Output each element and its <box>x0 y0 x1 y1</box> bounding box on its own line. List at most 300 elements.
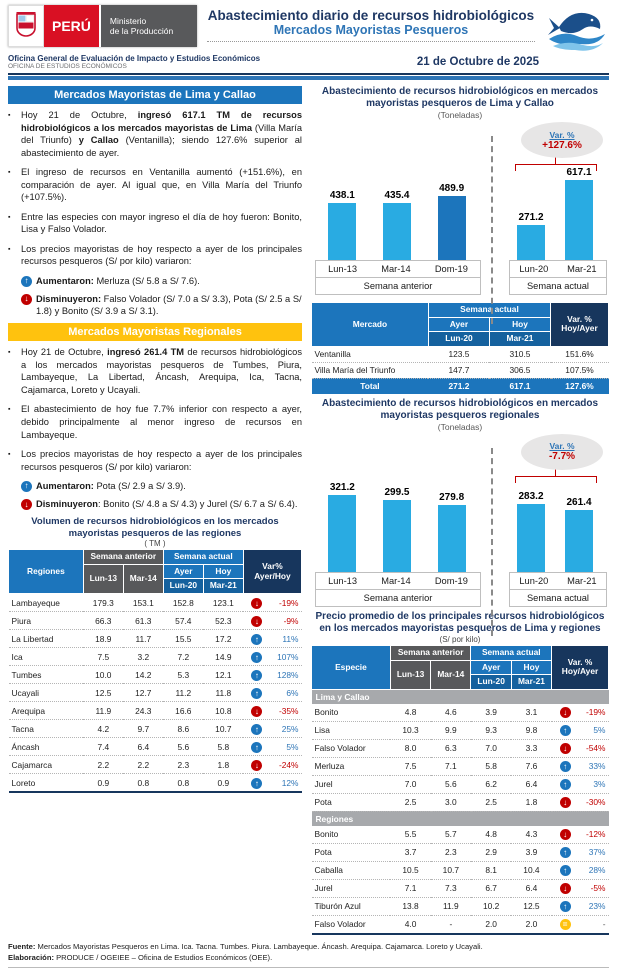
value-cell: 6.4 <box>123 738 163 756</box>
var-percent: -30% <box>585 797 606 808</box>
col-header-lun13: Lun-13 <box>83 564 123 593</box>
header <box>8 5 609 53</box>
total-value: 271.2 <box>428 378 489 394</box>
var-wrap <box>554 742 607 754</box>
value-cell: 2.3 <box>431 843 471 861</box>
bar-value-label: 283.2 <box>518 490 544 502</box>
bullet-item <box>8 403 302 441</box>
bullet-item <box>8 346 302 396</box>
section-label: Regiones <box>312 811 609 826</box>
text-segment: Entre las especies con mayor ingreso el día de hoy fueron: Bonito, Lisa y Falso Volador. <box>21 211 302 235</box>
section-regionales-header: Mercados Mayoristas Regionales <box>8 323 302 341</box>
value-cell: 2.0 <box>511 915 551 934</box>
value-cell: 123.1 <box>203 594 243 612</box>
total-row <box>312 378 609 394</box>
var-percent: 5% <box>286 741 299 752</box>
arrow-down-icon: ↓ <box>251 616 262 627</box>
peru-wordmark: PERÚ <box>44 5 101 47</box>
price-table-unit: (S/ por kilo) <box>439 634 481 644</box>
species-name: Bonito <box>312 704 391 722</box>
bullet-marker: ▪ <box>8 112 11 119</box>
col-header-mercado: Mercado <box>312 303 429 347</box>
axis-week-label: Semana actual <box>526 281 590 291</box>
axis-day-labels <box>510 573 606 590</box>
report-title <box>207 5 535 42</box>
var-percent: -5% <box>590 883 606 894</box>
table-row <box>312 739 609 757</box>
arrow-up-icon: ↑ <box>251 634 262 645</box>
var-percent: -35% <box>278 705 299 716</box>
value-cell: 1.8 <box>203 756 243 774</box>
value-cell: 8.6 <box>163 720 203 738</box>
arrow-up-icon: ↑ <box>560 779 571 790</box>
var-percent: -19% <box>278 597 299 608</box>
bar-value-label: 438.1 <box>329 190 355 201</box>
col-group-semana-actual: Semana actual <box>428 303 550 318</box>
arrow-down-icon: ↓ <box>560 829 571 840</box>
peru-coat-of-arms-icon <box>8 5 44 47</box>
chart1-unit: (Toneladas) <box>437 110 483 120</box>
arrow-up-icon: ↑ <box>560 901 571 912</box>
value-cell: - <box>431 915 471 934</box>
bar-cell <box>383 487 411 572</box>
price-change-line <box>21 480 302 492</box>
value-cell: 66.3 <box>83 612 123 630</box>
price-table <box>311 645 609 935</box>
table-row <box>312 775 609 793</box>
value-cell: 4.0 <box>390 915 430 934</box>
var-wrap <box>245 597 299 609</box>
regionales-bar-chart <box>311 434 609 607</box>
value-cell: 24.3 <box>123 702 163 720</box>
value-cell: 7.0 <box>390 775 430 793</box>
axis-day-label: Mar-21 <box>567 575 597 586</box>
price-change-text <box>36 293 302 317</box>
axis-day-label: Mar-21 <box>567 264 597 274</box>
bullet-text <box>21 109 302 159</box>
var-percent-value: +127.6% <box>542 139 582 151</box>
arrow-up-icon: ↑ <box>560 725 571 736</box>
var-wrap <box>245 633 299 645</box>
var-cell <box>243 594 301 612</box>
axis-day-label: Lun-13 <box>328 264 358 274</box>
axis-group-box <box>315 260 481 295</box>
axis-week-label: Semana actual <box>526 592 590 603</box>
chart-plot <box>311 122 609 260</box>
bars-semana-actual <box>507 491 603 572</box>
col-header-ayer: Ayer <box>163 564 203 579</box>
bar-cell <box>517 491 545 572</box>
office-line-1: Oficina General de Evaluación de Impacto y Estudios Económicos <box>8 54 261 63</box>
var-wrap <box>554 918 607 930</box>
section-lima-callao-bullets <box>8 109 302 317</box>
table-row <box>312 861 609 879</box>
market-name: Ventanilla <box>312 346 429 362</box>
elaboracion-line: Elaboración: PRODUCE / OGEIEE – Oficina de Estudios Económicos (OEE). <box>8 952 273 962</box>
bullet-text <box>21 403 302 441</box>
bar-cell <box>565 497 593 572</box>
text-segment: y Callao <box>78 135 119 146</box>
value-cell: 4.6 <box>431 704 471 722</box>
value-cell: 6.4 <box>511 879 551 897</box>
value-cell: 10.3 <box>390 721 430 739</box>
var-percent-label: Var. % <box>549 441 575 452</box>
var-percent: 33% <box>588 761 606 772</box>
axis-group-box <box>509 572 607 607</box>
volume-table <box>8 549 302 793</box>
table-row <box>9 684 302 702</box>
var-percent-value: -7.7% <box>548 451 576 463</box>
table-row <box>9 630 302 648</box>
value-cell: 3.1 <box>511 704 551 722</box>
bar-cell <box>438 183 466 260</box>
value-cell: 12.5 <box>83 684 123 702</box>
price-change-line <box>21 293 302 317</box>
value-cell: 5.8 <box>471 757 511 775</box>
value-cell: 6.7 <box>471 879 511 897</box>
value-cell: 5.6 <box>431 775 471 793</box>
var-percent: -54% <box>585 743 606 754</box>
table-row <box>312 346 609 362</box>
bar-cell <box>565 167 593 260</box>
footer <box>8 941 609 968</box>
text-segment: Los precios mayoristas de hoy respecto a ayer de los principales recursos pesqueros (S/ por kilo) variaron: <box>21 243 302 267</box>
value-cell: 11.9 <box>431 897 471 915</box>
value-cell: 107.5% <box>551 362 609 378</box>
col-header-lun13: Lun-13 <box>390 660 430 689</box>
value-cell: 3.3 <box>511 739 551 757</box>
axis-day-label: Lun-13 <box>328 575 358 586</box>
species-name: Falso Volador <box>312 739 391 757</box>
value-cell: 11.2 <box>163 684 203 702</box>
table-row <box>312 879 609 897</box>
col-group-semana-actual: Semana actual <box>471 645 552 660</box>
axis-day-label: Dom-19 <box>434 575 468 586</box>
var-cell <box>243 684 301 702</box>
col-header-mar21: Mar-21 <box>511 675 551 690</box>
value-cell: 10.4 <box>511 861 551 879</box>
var-wrap <box>554 882 607 894</box>
var-cell <box>552 843 609 861</box>
bullet-text <box>21 448 302 473</box>
text-segment: Los precios mayoristas de hoy respecto a ayer de los principales recursos pesqueros (S/ por kilo) variaron: <box>21 449 302 472</box>
axis-row <box>311 572 609 607</box>
var-wrap <box>245 777 299 789</box>
col-group-semana-anterior: Semana anterior <box>390 645 471 660</box>
text-segment: Hoy 21 de Octubre, <box>21 347 108 358</box>
text-segment: Disminuyeron <box>36 499 98 510</box>
text-segment: Hoy 21 de Octubre, <box>21 110 138 120</box>
species-name: Merluza <box>312 757 391 775</box>
bullet-item <box>8 243 302 268</box>
price-table-title: Precio promedio de los principales recursos hidrobiológicos en los mercados mayoristas pesqueros de Lima y regiones <box>315 610 605 634</box>
bullet-marker: ▪ <box>8 213 11 221</box>
var-wrap <box>245 741 299 753</box>
bar <box>328 495 356 572</box>
var-percent-badge <box>521 122 603 158</box>
var-cell <box>552 915 609 934</box>
value-cell: 5.8 <box>203 738 243 756</box>
col-header-mar21: Mar-21 <box>203 579 243 594</box>
equal-icon: = <box>560 919 571 930</box>
bar-value-label: 617.1 <box>566 167 592 178</box>
value-cell: 153.1 <box>123 594 163 612</box>
bullet-marker: ▪ <box>8 169 11 177</box>
col-header-var: Var. % Hoy/Ayer <box>552 645 609 689</box>
bar <box>565 510 593 572</box>
value-cell: 0.9 <box>83 774 123 793</box>
value-cell: 0.9 <box>203 774 243 793</box>
value-cell: 4.8 <box>471 826 511 844</box>
arrow-up-icon: ↑ <box>21 481 32 492</box>
volume-table-unit: ( TM ) <box>144 539 166 549</box>
col-group-semana-anterior: Semana anterior <box>83 550 163 565</box>
section-label: Lima y Callao <box>312 689 609 704</box>
species-name: Pota <box>312 793 391 811</box>
separator-line-navy <box>8 73 609 75</box>
chart1-title: Abastecimiento de recursos hidrobiológicos en mercados mayoristas pesqueros de Lima y Callao <box>321 86 599 109</box>
var-cell <box>243 630 301 648</box>
bullet-marker: ▪ <box>8 406 11 414</box>
col-header-mar14: Mar-14 <box>123 564 163 593</box>
axis-day-labels <box>510 261 606 278</box>
week-divider-dashed-line <box>491 448 493 636</box>
week-divider-dashed-line <box>491 136 493 324</box>
value-cell: 2.9 <box>471 843 511 861</box>
value-cell: 7.2 <box>163 648 203 666</box>
value-cell: 8.0 <box>390 739 430 757</box>
bar-value-label: 435.4 <box>384 190 410 201</box>
title-line-1: Abastecimiento diario de recursos hidrobiológicos <box>207 8 535 23</box>
fish-logo-icon <box>545 5 609 53</box>
table-row <box>312 826 609 844</box>
var-wrap <box>245 687 299 699</box>
text-segment: Falso Volador (S/ 7.0 a S/ 3.3), Pota (S/ 2.5 a S/ 1.8) y Bonito (S/ 3.9 a S/ 3.1). <box>36 294 302 317</box>
value-cell: 9.3 <box>471 721 511 739</box>
col-header-mar21: Mar-21 <box>489 332 550 347</box>
section-regionales-bullets <box>8 346 302 510</box>
value-cell: 11.8 <box>203 684 243 702</box>
region-name: Arequipa <box>9 702 84 720</box>
value-cell: 7.0 <box>471 739 511 757</box>
arrow-up-icon: ↑ <box>560 847 571 858</box>
value-cell: 57.4 <box>163 612 203 630</box>
var-cell <box>552 861 609 879</box>
value-cell: 5.7 <box>431 826 471 844</box>
section-header-row <box>312 811 609 826</box>
section-lima-callao-header: Mercados Mayoristas de Lima y Callao <box>8 86 302 104</box>
market-name: Villa María del Triunfo <box>312 362 429 378</box>
value-cell: 152.8 <box>163 594 203 612</box>
chart2-unit: (Toneladas) <box>437 421 483 432</box>
arrow-up-icon: ↑ <box>251 778 262 789</box>
axis-week-label: Semana anterior <box>363 592 433 603</box>
arrow-down-icon: ↓ <box>560 797 571 808</box>
bar <box>517 225 545 260</box>
price-change-text <box>36 275 200 287</box>
total-value: 617.1 <box>489 378 550 394</box>
axis-day-label: Lun-20 <box>519 575 549 586</box>
value-cell: 12.7 <box>123 684 163 702</box>
bullet-text <box>21 346 302 396</box>
bar-value-label: 271.2 <box>518 212 544 223</box>
value-cell: 14.2 <box>123 666 163 684</box>
var-percent: 23% <box>588 901 606 912</box>
species-name: Jurel <box>312 775 391 793</box>
species-name: Caballa <box>312 861 391 879</box>
value-cell: 3.7 <box>390 843 430 861</box>
table-row <box>9 594 302 612</box>
ministry-name: Ministerio de la Producción <box>101 5 197 47</box>
subheader <box>8 54 609 70</box>
right-column <box>311 86 609 935</box>
lima-table-head <box>312 303 609 347</box>
var-percent: 5% <box>593 725 606 736</box>
region-name: Cajamarca <box>9 756 84 774</box>
text-segment: ingresó 617.1 TM de recursos hidrobiológicos a los mercados mayoristas de Lima <box>21 110 302 133</box>
arrow-up-icon: ↑ <box>251 742 262 753</box>
col-header-lun20: Lun-20 <box>428 332 489 347</box>
bar <box>438 196 466 260</box>
value-cell: 4.3 <box>511 826 551 844</box>
value-cell: 5.5 <box>390 826 430 844</box>
price-change-text <box>36 498 297 510</box>
value-cell: 3.2 <box>123 648 163 666</box>
species-name: Jurel <box>312 879 391 897</box>
region-name: Ucayali <box>9 684 84 702</box>
arrow-up-icon: ↑ <box>21 276 32 287</box>
bar-cell <box>517 212 545 260</box>
axis-day-label: Dom-19 <box>434 264 468 274</box>
var-cell <box>552 721 609 739</box>
comparison-bracket <box>515 476 597 483</box>
price-change-text <box>36 480 186 492</box>
bar-cell <box>383 190 411 260</box>
arrow-up-icon: ↑ <box>251 688 262 699</box>
axis-day-label: Mar-14 <box>381 575 411 586</box>
text-segment: Aumentaron: <box>36 276 94 287</box>
axis-day-label: Mar-14 <box>381 264 411 274</box>
var-wrap <box>245 615 299 627</box>
value-cell: 2.0 <box>471 915 511 934</box>
value-cell: 9.9 <box>431 721 471 739</box>
table-row <box>312 704 609 722</box>
value-cell: 18.9 <box>83 630 123 648</box>
bullet-marker: ▪ <box>8 245 11 253</box>
text-segment: : Bonito (S/ 4.8 a S/ 4.3) y Jurel (S/ 6.7 a S/ 6.4). <box>98 499 298 510</box>
table-row <box>312 362 609 378</box>
col-group-semana-actual: Semana actual <box>163 550 243 565</box>
text-segment: El abastecimiento de hoy fue 7.7% inferior con respecto a ayer, debido principalmente al menor ingreso de recursos en Lambayeque. <box>21 404 302 440</box>
bar <box>328 203 356 260</box>
col-header-especie: Especie <box>312 645 391 689</box>
arrow-down-icon: ↓ <box>560 707 571 718</box>
axis-group-box <box>315 572 481 607</box>
bars-semana-anterior <box>315 482 479 572</box>
var-cell <box>552 897 609 915</box>
title-line-2: Mercados Mayoristas Pesqueros <box>273 23 469 37</box>
var-wrap <box>554 796 607 808</box>
var-cell <box>243 612 301 630</box>
var-percent-badge <box>521 434 603 470</box>
var-percent: 6% <box>286 687 299 698</box>
value-cell: 6.3 <box>431 739 471 757</box>
value-cell: 147.7 <box>428 362 489 378</box>
value-cell: 2.5 <box>471 793 511 811</box>
section-header-row <box>312 689 609 704</box>
table-row <box>9 612 302 630</box>
var-cell <box>552 793 609 811</box>
var-cell <box>243 702 301 720</box>
office-block <box>8 54 260 70</box>
var-wrap <box>245 651 299 663</box>
var-cell <box>552 826 609 844</box>
var-cell <box>243 774 301 793</box>
value-cell: 13.8 <box>390 897 430 915</box>
axis-day-labels <box>316 573 480 590</box>
var-cell <box>243 666 301 684</box>
table-row <box>312 843 609 861</box>
value-cell: 15.5 <box>163 630 203 648</box>
bar <box>517 504 545 572</box>
bar-value-label: 321.2 <box>329 481 355 493</box>
body-columns <box>8 86 609 935</box>
var-percent: - <box>602 919 606 930</box>
table-row <box>312 897 609 915</box>
table-row <box>9 666 302 684</box>
value-cell: 9.7 <box>123 720 163 738</box>
var-percent-label: Var. % <box>549 129 575 140</box>
var-percent: -19% <box>585 707 606 718</box>
var-wrap <box>554 778 607 790</box>
total-label: Total <box>312 378 429 394</box>
region-name: Ica <box>9 648 84 666</box>
lima-table <box>311 302 609 394</box>
var-wrap <box>554 846 607 858</box>
arrow-up-icon: ↑ <box>251 670 262 681</box>
price-change-line <box>21 498 302 510</box>
var-wrap <box>554 828 607 840</box>
region-name: Tumbes <box>9 666 84 684</box>
bar-value-label: 299.5 <box>384 486 410 498</box>
value-cell: 61.3 <box>123 612 163 630</box>
bullet-item <box>8 448 302 473</box>
value-cell: 10.8 <box>203 702 243 720</box>
var-percent: 28% <box>588 865 606 876</box>
value-cell: 3.0 <box>431 793 471 811</box>
value-cell: 5.6 <box>163 738 203 756</box>
var-wrap <box>554 724 607 736</box>
bullet-text <box>21 243 302 268</box>
var-wrap <box>245 669 299 681</box>
value-cell: 11.9 <box>83 702 123 720</box>
var-cell <box>552 775 609 793</box>
axis-group-box <box>509 260 607 295</box>
value-cell: 52.3 <box>203 612 243 630</box>
bars-semana-actual <box>507 167 603 260</box>
text-segment: Aumentaron: <box>36 481 94 492</box>
value-cell: 8.1 <box>471 861 511 879</box>
species-name: Tiburón Azul <box>312 897 391 915</box>
bar <box>565 180 593 260</box>
text-segment: Disminuyeron: <box>36 294 102 305</box>
fuente-line: Fuente: Mercados Mayoristas Pesqueros en Lima. Ica. Tacna. Tumbes. Piura. Lambayeque. Áncash. Arequipa. Cajamarca. Loreto y Ucayali. <box>8 941 483 951</box>
bar <box>383 500 411 572</box>
var-wrap <box>245 705 299 717</box>
var-percent: -9% <box>283 615 299 626</box>
axis-row <box>311 260 609 295</box>
value-cell: 10.0 <box>83 666 123 684</box>
